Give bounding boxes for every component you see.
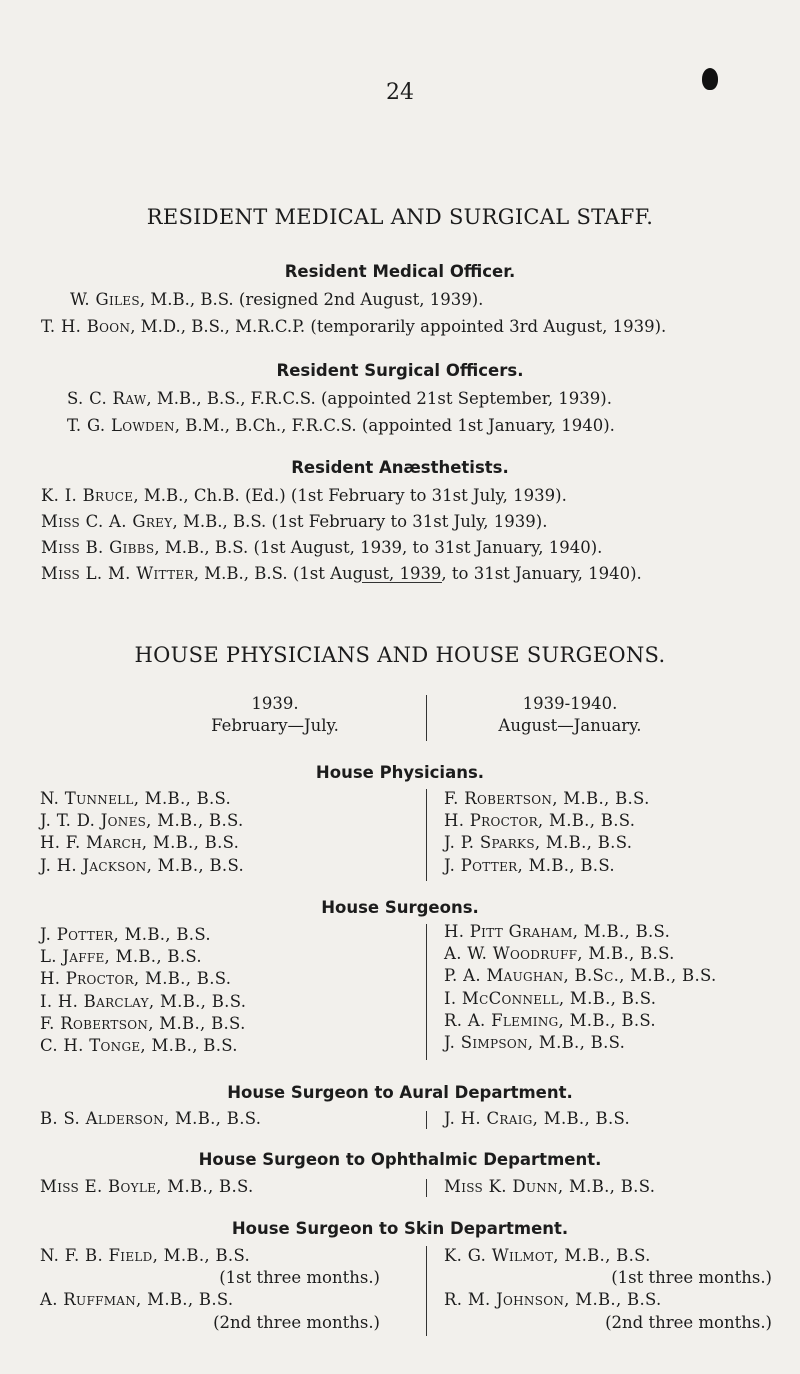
column-divider bbox=[426, 1179, 427, 1197]
column-divider bbox=[426, 924, 427, 1060]
list-item: A. Ruffman, M.B., B.S. bbox=[40, 1290, 234, 1310]
resident-medical-entry: W. Giles, M.B., B.S. (resigned 2nd August, 1939). bbox=[70, 290, 484, 309]
list-item-note: (1st three months.) bbox=[219, 1268, 380, 1288]
house-surgeons-heading: House Surgeons. bbox=[321, 898, 479, 917]
list-item: I. H. Barclay, M.B., B.S. bbox=[40, 991, 247, 1011]
house-physicians-left bbox=[40, 788, 244, 877]
aural-heading: House Surgeon to Aural Department. bbox=[227, 1083, 573, 1102]
period-left-months: February—July. bbox=[211, 716, 339, 736]
list-item: H. Proctor, M.B., B.S. bbox=[444, 811, 636, 831]
list-item: K. G. Wilmot, M.B., B.S. bbox=[444, 1246, 651, 1265]
anaesthetist-entry: Miss B. Gibbs, M.B., B.S. (1st August, 1939, to 31st January, 1940). bbox=[41, 538, 603, 557]
period-right bbox=[465, 693, 675, 737]
list-item: A. W. Woodruff, M.B., B.S. bbox=[444, 944, 675, 964]
list-item: L. Jaffe, M.B., B.S. bbox=[40, 947, 202, 967]
section-title: RESIDENT MEDICAL AND SURGICAL STAFF. bbox=[146, 205, 654, 229]
aural-right: J. H. Craig, M.B., B.S. bbox=[444, 1109, 631, 1128]
anaesthetist-entry: Miss C. A. Grey, M.B., B.S. (1st February to 31st July, 1939). bbox=[41, 512, 548, 531]
list-item: I. McConnell, M.B., B.S. bbox=[444, 988, 657, 1008]
list-item: F. Robertson, M.B., B.S. bbox=[40, 1013, 246, 1033]
list-item: J. Potter, M.B., B.S. bbox=[444, 855, 615, 875]
house-staff-title: HOUSE PHYSICIANS AND HOUSE SURGEONS. bbox=[134, 643, 666, 667]
skin-left bbox=[40, 1245, 380, 1334]
list-item: R. A. Fleming, M.B., B.S. bbox=[444, 1010, 656, 1030]
list-item: F. Robertson, M.B., B.S. bbox=[444, 789, 650, 808]
column-divider bbox=[426, 789, 427, 881]
column-divider bbox=[426, 1111, 427, 1129]
period-right-months: August—January. bbox=[498, 716, 642, 736]
list-item: N. F. B. Field, M.B., B.S. bbox=[40, 1246, 251, 1265]
list-item: J. Simpson, M.B., B.S. bbox=[444, 1033, 626, 1053]
resident-surgical-entry: S. C. Raw, M.B., B.S., F.R.C.S. (appointed 21st September, 1939). bbox=[67, 389, 612, 408]
ophthalmic-left: Miss E. Boyle, M.B., B.S. bbox=[40, 1177, 254, 1196]
list-item: J. Potter, M.B., B.S. bbox=[40, 925, 211, 944]
period-left-year: 1939. bbox=[251, 694, 299, 713]
list-item: H. Pitt Graham, M.B., B.S. bbox=[444, 922, 671, 941]
list-item-note: (1st three months.) bbox=[611, 1268, 772, 1288]
skin-heading: House Surgeon to Skin Department. bbox=[231, 1219, 569, 1238]
column-divider bbox=[426, 1246, 427, 1336]
anaesthetist-entry: Miss L. M. Witter, M.B., B.S. (1st August, 1939, to 31st January, 1940). bbox=[41, 564, 642, 583]
list-item: J. H. Jackson, M.B., B.S. bbox=[40, 855, 245, 875]
list-item: J. P. Sparks, M.B., B.S. bbox=[444, 833, 633, 853]
section-divider bbox=[362, 582, 442, 583]
skin-right bbox=[444, 1245, 772, 1334]
period-left bbox=[175, 693, 375, 737]
house-physicians-heading: House Physicians. bbox=[315, 763, 485, 782]
resident-medical-entry: T. H. Boon, M.D., B.S., M.R.C.P. (temporarily appointed 3rd August, 1939). bbox=[41, 317, 667, 336]
list-item-note: (2nd three months.) bbox=[213, 1312, 380, 1332]
list-item: J. T. D. Jones, M.B., B.S. bbox=[40, 811, 244, 831]
ophthalmic-heading: House Surgeon to Ophthalmic Department. bbox=[198, 1150, 602, 1169]
anaesthetist-entry: K. I. Bruce, M.B., Ch.B. (Ed.) (1st February to 31st July, 1939). bbox=[41, 486, 567, 505]
list-item: H. Proctor, M.B., B.S. bbox=[40, 969, 232, 989]
list-item: H. F. March, M.B., B.S. bbox=[40, 833, 240, 853]
list-item-note: (2nd three months.) bbox=[605, 1312, 772, 1332]
resident-medical-heading: Resident Medical Officer. bbox=[284, 262, 516, 281]
house-surgeons-left bbox=[40, 924, 246, 1057]
list-item: P. A. Maughan, B.Sc., M.B., B.S. bbox=[444, 966, 717, 986]
column-divider bbox=[426, 695, 427, 741]
list-item: C. H. Tonge, M.B., B.S. bbox=[40, 1036, 238, 1056]
house-physicians-right bbox=[444, 788, 650, 877]
list-item: N. Tunnell, M.B., B.S. bbox=[40, 789, 232, 808]
list-item: R. M. Johnson, M.B., B.S. bbox=[444, 1290, 662, 1310]
period-right-year: 1939-1940. bbox=[522, 694, 618, 713]
page-number: 24 bbox=[386, 80, 414, 105]
house-surgeons-right bbox=[444, 921, 717, 1054]
resident-surgical-entry: T. G. Lowden, B.M., B.Ch., F.R.C.S. (appointed 1st January, 1940). bbox=[67, 416, 615, 435]
ophthalmic-right: Miss K. Dunn, M.B., B.S. bbox=[444, 1177, 656, 1196]
anaesthetists-heading: Resident Anæsthetists. bbox=[291, 458, 509, 477]
aural-left: B. S. Alderson, M.B., B.S. bbox=[40, 1109, 262, 1128]
resident-surgical-heading: Resident Surgical Officers. bbox=[276, 361, 524, 380]
